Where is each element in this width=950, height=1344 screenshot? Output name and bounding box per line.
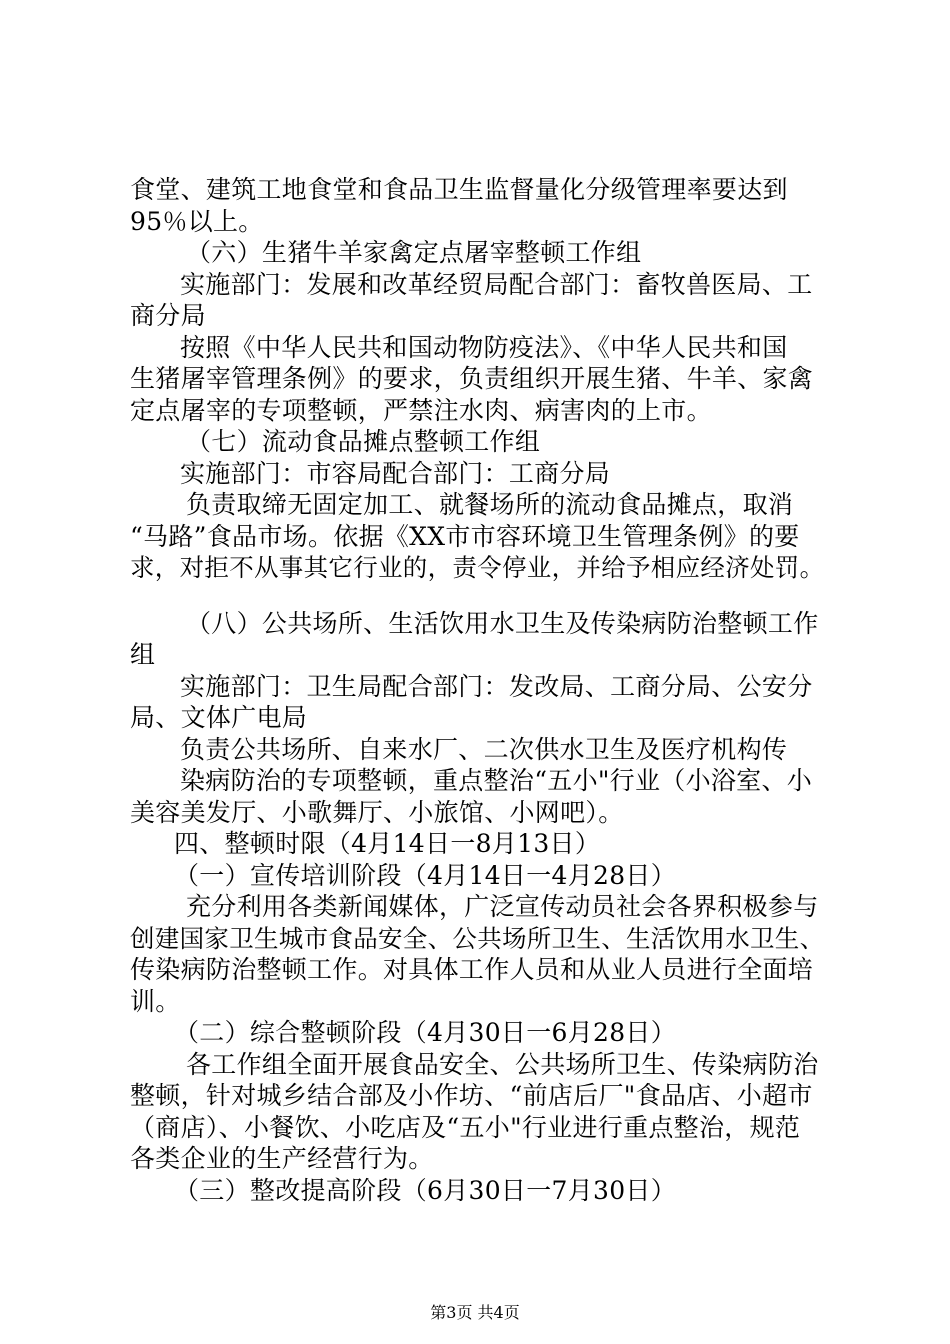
paragraph-line: 创建国家卫生城市食品安全、公共场所卫生、生活饮用水卫生、 bbox=[130, 923, 825, 953]
paragraph-line: 局、文体广电局 bbox=[130, 703, 308, 732]
section-heading: （三）整改提高阶段（6月30日一7月30日） bbox=[174, 1175, 677, 1205]
document-body bbox=[130, 174, 832, 1206]
paragraph-line bbox=[130, 174, 832, 206]
paragraph-line: 求，对拒不从事其它行业的，责令停业，并给予相应经济处罚。 bbox=[130, 553, 825, 582]
paragraph-line: 负责取缔无固定加工、就餐场所的流动食品摊点，取消 bbox=[186, 490, 794, 519]
paragraph-line: 各类企业的生产经营行为。 bbox=[130, 1144, 434, 1173]
section-heading: （七）流动食品摊点整顿工作组 bbox=[186, 427, 541, 456]
section-heading: （八）公共场所、生活饮用水卫生及传染病防治整顿工作 bbox=[186, 608, 819, 638]
line-text: 食堂、建筑工地食堂和食品卫生监督量化分级管理率要达到 bbox=[130, 175, 788, 204]
paragraph-line: 各工作组全面开展食品安全、公共场所卫生、传染病防治 bbox=[186, 1049, 819, 1079]
line-text: 95％以上。 bbox=[130, 206, 264, 236]
paragraph-line: 实施部门：发展和改革经贸局配合部门：畜牧兽医局、工 bbox=[180, 269, 813, 299]
paragraph-line: 整顿，针对城乡结合部及小作坊、“前店后厂"食品店、小超市 bbox=[130, 1081, 813, 1110]
paragraph-line: 定点屠宰的专项整顿，严禁注水肉、病害肉的上市。 bbox=[130, 395, 712, 425]
paragraph-line: 染病防治的专项整顿，重点整治“五小"行业（小浴室、小 bbox=[180, 766, 813, 795]
paragraph-line: 充分利用各类新闻媒体，广泛宣传动员社会各界积极参与 bbox=[186, 892, 819, 921]
blank-line bbox=[130, 584, 832, 608]
section-heading: （六）生猪牛羊家禽定点屠宰整顿工作组 bbox=[186, 238, 642, 267]
paragraph-line: 按照《中华人民共和国动物防疫法》、《中华人民共和国 bbox=[180, 332, 788, 362]
paragraph-line: 传染病防治整顿工作。对具体工作人员和从业人员进行全面培 bbox=[130, 955, 814, 984]
section-heading: （一）宣传培训阶段（4月14日一4月28日） bbox=[174, 860, 677, 890]
page-number-footer: 第3页 共4页 bbox=[430, 1303, 520, 1322]
paragraph-line: 商分局 bbox=[130, 301, 206, 330]
paragraph-line: 组 bbox=[130, 640, 156, 669]
section-heading: 四、整顿时限（4月14日一8月13日） bbox=[174, 829, 601, 858]
paragraph-line: （商店）、小餐饮、小吃店及“五小"行业进行重点整治，规范 bbox=[130, 1112, 801, 1142]
paragraph-line: 实施部门：市容局配合部门：工商分局 bbox=[180, 458, 611, 488]
paragraph-line: 生猪屠宰管理条例》的要求，负责组织开展生猪、牛羊、家禽 bbox=[130, 364, 814, 393]
paragraph-line: 实施部门：卫生局配合部门：发改局、工商分局、公安分 bbox=[180, 671, 813, 701]
section-heading: （二）综合整顿阶段（4月30日一6月28日） bbox=[174, 1018, 677, 1047]
paragraph-line bbox=[130, 206, 832, 238]
paragraph-line: 训。 bbox=[130, 986, 181, 1016]
paragraph-line: 美容美发厅、小歌舞厅、小旅馆、小网吧）。 bbox=[130, 797, 624, 827]
paragraph-line: 负责公共场所、自来水厂、二次供水卫生及医疗机构传 bbox=[180, 734, 788, 764]
paragraph-line: “马路”食品市场。依据《XX市市容环境卫生管理条例》的要 bbox=[130, 521, 800, 551]
